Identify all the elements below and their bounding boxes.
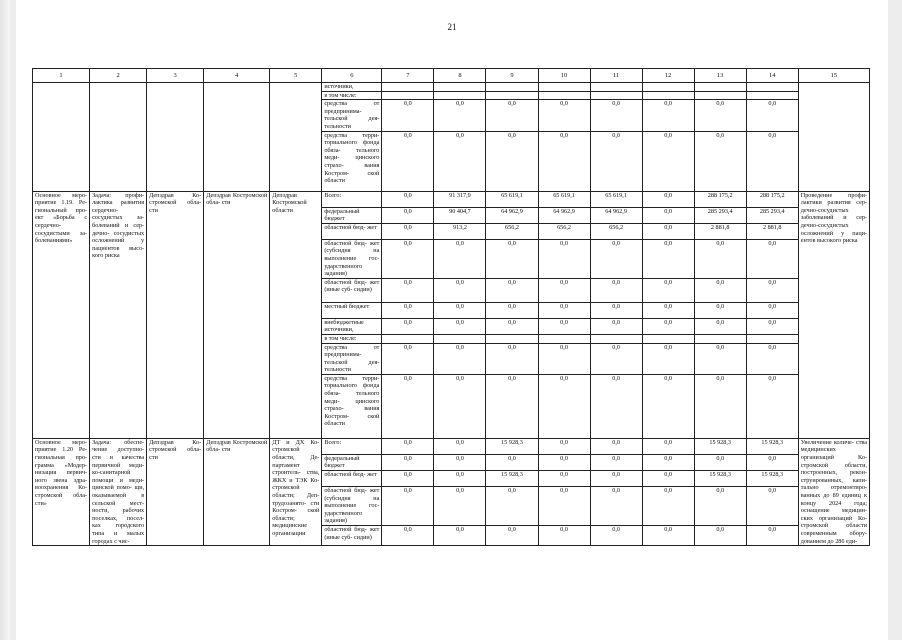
funding-amount-cell: 656,2 xyxy=(590,223,642,239)
funding-amount-cell: 0,0 xyxy=(382,207,434,223)
funding-amount-cell: 0,0 xyxy=(382,374,434,438)
funding-amount-cell: 0,0 xyxy=(642,191,694,207)
empty-merged-cell xyxy=(798,83,869,192)
funding-amount-cell: 2 881,8 xyxy=(694,223,746,239)
funding-amount-cell: 0,0 xyxy=(642,131,694,191)
funding-amount-cell: 0,0 xyxy=(642,471,694,487)
responsible-executor-cell: Депздрав Ко- стромской обла- сти xyxy=(147,191,204,438)
funding-amount-cell xyxy=(382,83,434,92)
funding-amount-cell: 288 175,2 xyxy=(694,191,746,207)
responsible-executor-cell: Депздрав Ко- стромской обла- сти xyxy=(147,438,204,545)
expected-result-cell: Увеличение количе- ства медицинских организаций Ко- стромской области, построенных, рекон- струированных, капи- тально отремонтиро- ванных до 89 единиц к концу 2024 года; оснащение медицин- ских организаций Ко- стромской области современным обору- дованием до 286 еди- xyxy=(798,438,869,545)
funding-amount-cell: 15 928,3 xyxy=(694,471,746,487)
funding-amount-cell: 0,0 xyxy=(382,438,434,454)
funding-source-label: областной бюд- жет xyxy=(322,471,382,487)
funding-amount-cell: 0,0 xyxy=(746,343,798,374)
funding-amount-cell: 0,0 xyxy=(642,100,694,131)
funding-amount-cell: 0,0 xyxy=(642,278,694,302)
empty-merged-cell xyxy=(204,83,270,192)
funding-amount-cell: 0,0 xyxy=(746,526,798,546)
funding-amount-cell: 0,0 xyxy=(486,343,538,374)
funding-amount-cell: 0,0 xyxy=(746,487,798,526)
funding-amount-cell xyxy=(486,91,538,100)
funding-amount-cell xyxy=(642,334,694,343)
funding-source-label: Всего: xyxy=(322,438,382,454)
funding-amount-cell: 0,0 xyxy=(434,131,486,191)
funding-amount-cell xyxy=(694,334,746,343)
coordinator-cell: Депздрав Костромской обла- сти xyxy=(204,438,270,545)
funding-amount-cell: 64 962,9 xyxy=(486,207,538,223)
funding-amount-cell: 0,0 xyxy=(486,100,538,131)
funding-amount-cell: 0,0 xyxy=(538,471,590,487)
funding-source-label: федеральный бюджет xyxy=(322,207,382,223)
funding-source-label: областной бюд- жет xyxy=(322,223,382,239)
funding-source-label: областной бюд- жет (субсидия на выполнение гос- ударственного задания) xyxy=(322,487,382,526)
funding-amount-cell: 0,0 xyxy=(382,343,434,374)
column-number: 3 xyxy=(147,69,204,83)
scan-edge-shadow xyxy=(0,0,10,640)
funding-amount-cell: 0,0 xyxy=(642,487,694,526)
funding-amount-cell xyxy=(694,91,746,100)
funding-amount-cell: 0,0 xyxy=(694,318,746,334)
column-number: 8 xyxy=(434,69,486,83)
funding-amount-cell: 0,0 xyxy=(694,487,746,526)
empty-merged-cell xyxy=(33,83,90,192)
funding-source-label: внебюджетные источники, xyxy=(322,318,382,334)
expected-result-cell: Проведение профи- лактики развития сер- дечно-сосудистых заболеваний и сер- дечно-сосудистых осложнений у паци- ентов высокого риска xyxy=(798,191,869,438)
funding-amount-cell: 0,0 xyxy=(642,374,694,438)
table-row xyxy=(33,83,870,92)
funding-amount-cell: 0,0 xyxy=(434,471,486,487)
empty-merged-cell xyxy=(270,83,322,192)
funding-amount-cell xyxy=(642,83,694,92)
funding-source-label: источники, xyxy=(322,83,382,92)
funding-amount-cell: 0,0 xyxy=(694,343,746,374)
funding-amount-cell: 0,0 xyxy=(434,100,486,131)
funding-amount-cell xyxy=(590,334,642,343)
funding-amount-cell: 0,0 xyxy=(538,278,590,302)
column-number: 7 xyxy=(382,69,434,83)
funding-amount-cell: 656,2 xyxy=(538,223,590,239)
funding-amount-cell: 0,0 xyxy=(590,278,642,302)
funding-amount-cell: 0,0 xyxy=(538,454,590,470)
funding-amount-cell: 0,0 xyxy=(382,302,434,318)
funding-amount-cell: 65 619,1 xyxy=(486,191,538,207)
funding-source-label: в том числе: xyxy=(322,91,382,100)
funding-amount-cell xyxy=(434,83,486,92)
funding-amount-cell: 0,0 xyxy=(434,239,486,278)
funding-amount-cell: 0,0 xyxy=(694,526,746,546)
funding-amount-cell xyxy=(538,83,590,92)
task-cell: Задача: профи- лактика развития сердечно- сосудистых за- болеваний и сер- дечно- сосудистых осложнений у пациентов высо- кого риска xyxy=(90,191,147,438)
funding-amount-cell: 0,0 xyxy=(642,302,694,318)
funding-amount-cell: 0,0 xyxy=(434,343,486,374)
empty-merged-cell xyxy=(147,83,204,192)
funding-amount-cell: 0,0 xyxy=(590,454,642,470)
funding-amount-cell: 0,0 xyxy=(382,487,434,526)
funding-amount-cell xyxy=(746,91,798,100)
funding-amount-cell: 0,0 xyxy=(590,131,642,191)
funding-amount-cell: 0,0 xyxy=(746,302,798,318)
column-number: 6 xyxy=(322,69,382,83)
funding-amount-cell: 0,0 xyxy=(434,374,486,438)
funding-amount-cell: 0,0 xyxy=(434,487,486,526)
funding-amount-cell: 65 619,1 xyxy=(590,191,642,207)
funding-amount-cell: 0,0 xyxy=(382,131,434,191)
funding-amount-cell: 0,0 xyxy=(694,454,746,470)
funding-amount-cell: 0,0 xyxy=(590,302,642,318)
funding-amount-cell: 0,0 xyxy=(642,207,694,223)
funding-amount-cell: 0,0 xyxy=(590,526,642,546)
funding-amount-cell: 0,0 xyxy=(382,454,434,470)
funding-amount-cell: 0,0 xyxy=(746,278,798,302)
funding-amount-cell xyxy=(642,91,694,100)
funding-amount-cell: 0,0 xyxy=(694,100,746,131)
table-row xyxy=(33,438,870,454)
page-number: 21 xyxy=(447,22,457,32)
task-cell: Задача: обеспе- чение доступно- сти и качества первичной меди- ко-санитарной помощи и меди- цинской помо- щи, оказываемой в сельской мест- ности, рабочих поселках, посел- ках городского типа и малых городах с чис- xyxy=(90,438,147,545)
funding-amount-cell xyxy=(746,83,798,92)
column-number: 2 xyxy=(90,69,147,83)
participants-cell: ДТ и ДХ Ко- стромской области, Де- партамент строитель- ства, ЖКХ и ТЭК Ко- стромской области; Деп- трудозанято- сти Костром- ской области; медицинские организации xyxy=(270,438,322,545)
funding-amount-cell: 0,0 xyxy=(538,438,590,454)
funding-amount-cell: 0,0 xyxy=(642,438,694,454)
column-number: 14 xyxy=(746,69,798,83)
funding-amount-cell xyxy=(382,334,434,343)
funding-amount-cell: 0,0 xyxy=(590,343,642,374)
funding-amount-cell: 0,0 xyxy=(486,526,538,546)
column-number: 12 xyxy=(642,69,694,83)
funding-amount-cell xyxy=(694,83,746,92)
funding-amount-cell xyxy=(486,83,538,92)
funding-source-label: средства от предпринима- тельской дея- тельности xyxy=(322,343,382,374)
funding-amount-cell: 0,0 xyxy=(642,343,694,374)
funding-amount-cell: 0,0 xyxy=(434,526,486,546)
column-number: 11 xyxy=(590,69,642,83)
column-number: 5 xyxy=(270,69,322,83)
funding-amount-cell: 0,0 xyxy=(486,318,538,334)
funding-amount-cell: 656,2 xyxy=(486,223,538,239)
funding-amount-cell: 0,0 xyxy=(590,471,642,487)
funding-amount-cell xyxy=(434,91,486,100)
funding-source-label: областной бюд- жет (иные суб- сидии) xyxy=(322,526,382,546)
funding-amount-cell: 0,0 xyxy=(642,223,694,239)
funding-amount-cell xyxy=(590,83,642,92)
funding-amount-cell: 0,0 xyxy=(694,239,746,278)
funding-source-label: местный бюджет xyxy=(322,302,382,318)
funding-amount-cell: 0,0 xyxy=(642,454,694,470)
funding-source-label: областной бюд- жет (иные суб- сидии) xyxy=(322,278,382,302)
funding-source-label: средства терри- ториального фонда обяза- тельного меди- цинского страхо- вания Костром- ской области xyxy=(322,374,382,438)
funding-amount-cell: 288 175,2 xyxy=(746,191,798,207)
funding-amount-cell: 0,0 xyxy=(382,239,434,278)
funding-amount-cell: 0,0 xyxy=(746,100,798,131)
funding-amount-cell: 0,0 xyxy=(486,239,538,278)
funding-amount-cell xyxy=(538,91,590,100)
funding-amount-cell: 0,0 xyxy=(434,454,486,470)
funding-amount-cell: 0,0 xyxy=(538,374,590,438)
funding-amount-cell: 0,0 xyxy=(486,487,538,526)
funding-amount-cell: 0,0 xyxy=(746,239,798,278)
funding-amount-cell: 0,0 xyxy=(486,302,538,318)
funding-amount-cell: 0,0 xyxy=(486,278,538,302)
funding-amount-cell: 0,0 xyxy=(538,131,590,191)
funding-amount-cell: 0,0 xyxy=(642,239,694,278)
table-header-row xyxy=(33,69,870,83)
funding-amount-cell xyxy=(434,334,486,343)
funding-amount-cell: 0,0 xyxy=(642,318,694,334)
funding-amount-cell: 0,0 xyxy=(694,131,746,191)
funding-amount-cell: 0,0 xyxy=(746,318,798,334)
funding-amount-cell: 0,0 xyxy=(694,278,746,302)
funding-amount-cell xyxy=(590,91,642,100)
funding-amount-cell: 0,0 xyxy=(434,302,486,318)
funding-amount-cell: 0,0 xyxy=(486,131,538,191)
funding-amount-cell: 0,0 xyxy=(590,487,642,526)
activity-name-cell: Основное меро- приятие 1.20 Ре- гиональная про- грамма «Модер- низация первич- ного звена здра- воохранения Ко- стромской обла- сти» xyxy=(33,438,90,545)
column-number: 10 xyxy=(538,69,590,83)
funding-amount-cell: 0,0 xyxy=(486,374,538,438)
funding-amount-cell: 0,0 xyxy=(382,100,434,131)
table-row xyxy=(33,191,870,207)
funding-amount-cell: 91 317,9 xyxy=(434,191,486,207)
funding-amount-cell: 0,0 xyxy=(486,454,538,470)
funding-amount-cell: 0,0 xyxy=(538,239,590,278)
funding-source-label: федеральный бюджет xyxy=(322,454,382,470)
column-number: 9 xyxy=(486,69,538,83)
funding-amount-cell: 0,0 xyxy=(590,318,642,334)
funding-amount-cell: 0,0 xyxy=(434,278,486,302)
funding-amount-cell: 64 962,9 xyxy=(590,207,642,223)
funding-amount-cell: 0,0 xyxy=(382,471,434,487)
funding-amount-cell: 0,0 xyxy=(590,100,642,131)
funding-amount-cell: 0,0 xyxy=(382,223,434,239)
funding-amount-cell: 15 928,3 xyxy=(746,438,798,454)
funding-amount-cell: 0,0 xyxy=(694,374,746,438)
funding-amount-cell: 0,0 xyxy=(434,438,486,454)
participants-cell: Депздрав Костромской области xyxy=(270,191,322,438)
funding-amount-cell xyxy=(382,91,434,100)
funding-amount-cell: 285 293,4 xyxy=(694,207,746,223)
column-number: 4 xyxy=(204,69,270,83)
funding-amount-cell: 2 881,8 xyxy=(746,223,798,239)
funding-source-label: областной бюд- жет (субсидия на выполнение гос- ударственного задания) xyxy=(322,239,382,278)
financing-table xyxy=(32,68,870,546)
funding-amount-cell xyxy=(746,334,798,343)
funding-source-label: в том числе: xyxy=(322,334,382,343)
funding-amount-cell: 15 928,3 xyxy=(486,438,538,454)
funding-amount-cell: 0,0 xyxy=(538,343,590,374)
funding-amount-cell: 15 928,3 xyxy=(486,471,538,487)
funding-amount-cell: 0,0 xyxy=(590,239,642,278)
funding-amount-cell: 285 293,4 xyxy=(746,207,798,223)
funding-amount-cell: 0,0 xyxy=(538,487,590,526)
funding-amount-cell: 65 619,1 xyxy=(538,191,590,207)
funding-source-label: Всего: xyxy=(322,191,382,207)
coordinator-cell: Депздрав Костромской обла- сти xyxy=(204,191,270,438)
column-number: 1 xyxy=(33,69,90,83)
funding-amount-cell: 0,0 xyxy=(538,526,590,546)
funding-amount-cell: 90 404,7 xyxy=(434,207,486,223)
column-number: 15 xyxy=(798,69,869,83)
funding-amount-cell: 15 928,3 xyxy=(694,438,746,454)
funding-amount-cell: 0,0 xyxy=(538,302,590,318)
funding-amount-cell: 64 962,9 xyxy=(538,207,590,223)
funding-amount-cell: 0,0 xyxy=(590,438,642,454)
funding-amount-cell: 0,0 xyxy=(382,191,434,207)
funding-amount-cell: 15 928,3 xyxy=(746,471,798,487)
activity-name-cell: Основное меро- приятие 1.19. Ре- гиональный про- ект «Борьба с сердечно- сосудистыми за- болеваниями» xyxy=(33,191,90,438)
funding-amount-cell: 0,0 xyxy=(746,374,798,438)
funding-amount-cell xyxy=(538,334,590,343)
empty-merged-cell xyxy=(90,83,147,192)
funding-amount-cell xyxy=(486,334,538,343)
funding-amount-cell: 0,0 xyxy=(642,526,694,546)
funding-amount-cell: 913,2 xyxy=(434,223,486,239)
funding-amount-cell: 0,0 xyxy=(746,454,798,470)
funding-source-label: средства терри- ториального фонда обяза- тельного меди- цинского страхо- вания Костром- ской области xyxy=(322,131,382,191)
column-number: 13 xyxy=(694,69,746,83)
funding-amount-cell: 0,0 xyxy=(382,278,434,302)
funding-amount-cell: 0,0 xyxy=(694,302,746,318)
funding-amount-cell: 0,0 xyxy=(538,318,590,334)
funding-amount-cell: 0,0 xyxy=(590,374,642,438)
funding-amount-cell: 0,0 xyxy=(538,100,590,131)
funding-amount-cell: 0,0 xyxy=(382,318,434,334)
funding-amount-cell: 0,0 xyxy=(434,318,486,334)
document-page xyxy=(16,0,888,640)
funding-amount-cell: 0,0 xyxy=(382,526,434,546)
funding-source-label: средства от предпринима- тельской дея- тельности xyxy=(322,100,382,131)
funding-amount-cell: 0,0 xyxy=(746,131,798,191)
